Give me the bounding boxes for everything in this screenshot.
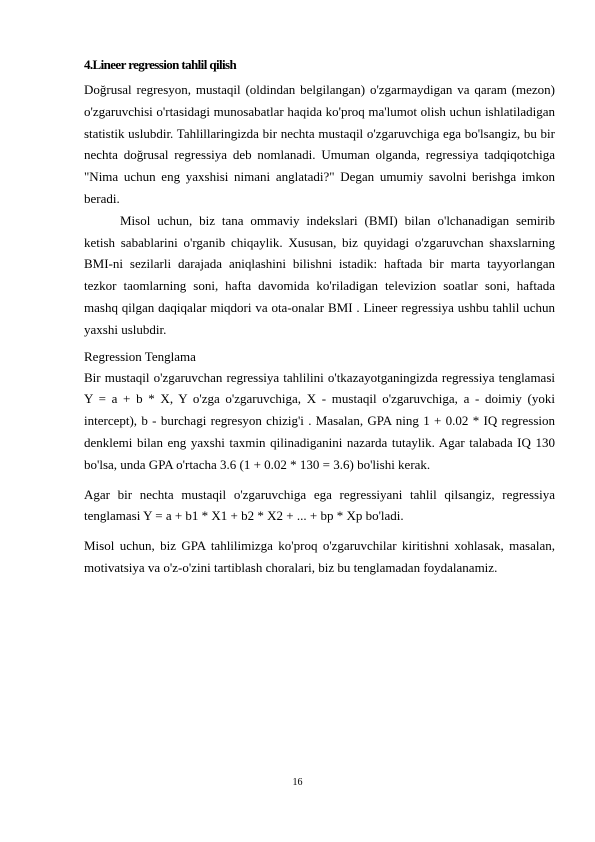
page-number: 16 (292, 777, 303, 788)
document-body (84, 56, 555, 579)
paragraph-equation (84, 367, 555, 476)
paragraph-intro: Doğrusal regresyon, mustaqil (oldindan belgilangan) o'zgarmaydigan va qaram (mezon) o'zgaruvchisi o'rtasidagi munosabatlar haqida ko'proq ma'lumot olish uchun ishlatiladigan statistik uslubdir. Tahlillaringizda bir nechta mustaqil o'zgaruvchiga ega bo'lsangiz, bu bir nechta doğrusal regressiya deb nomlanadi. Umuman olganda, regressiya tadqiqotchiga "Nima uchun eng yaxshisi nimani anglatadi?" Degan umumiy savolni berishga imkon beradi. (84, 82, 555, 206)
paragraph-multiple-regression: Agar bir nechta mustaqil o'zgaruvchiga ega regressiyani tahlil qilsangiz, regressiya tenglamasi Y = a + b1 * X1 + b2 * X2 + ... + bp * Xp bo'ladi. (84, 486, 555, 524)
paragraph-gpa-example: Misol uchun, biz GPA tahlilimizga ko'proq o'zgaruvchilar kiritishni xohlasak, masalan, motivatsiya va o'z-o'zini tartiblash choralari, biz bu tenglamadan foydalanamiz. (84, 538, 555, 575)
paragraph-example: Misol uchun, biz tana ommaviy indekslari (BMI) bilan o'lchanadigan semirib ketish sabablarini o'rganib chiqaylik. Xususan, biz quyidagi o'zgaruvchan shaxslarning BMI-ni sezilarli darajada aniqlashini bilishni istadik: haftada bir marta tayyorlangan tezkor taomlarning soni, hafta davomida ko'riladigan televizion soatlar soni, haftada mashq qilgan daqiqalar miqdori va ota-onalar BMI . Lineer regressiya ushbu tahlil uchun yaxshi uslubdir. (84, 212, 555, 337)
regression-line-slope-link[interactable]: burchagi regresyon chizig'i (160, 413, 304, 429)
subheading-regression-equation: Regression Tenglama (84, 348, 196, 364)
paragraph-equation-text-1: Bir mustaqil o'zgaruvchan regressiya tahlilini o'tkazayotganingizda regressiya tenglamasi Y = a + b * X, Y o'zga o'zgaruvchiga, X - mustaqil o'zgaruvchiga, a - doimiy (yoki intercept), b - (84, 369, 555, 429)
paragraph-equation-text-2: . Masalan, GPA ning 1 + 0.02 * IQ regression denklemi bilan eng yaxshi taxmin qilinadiganini nazarda tutaylik. Agar talabada IQ 130 bo'lsa, unda GPA o'rtacha 3.6 (1 + 0.02 * 130 = 3.6) bo'lishi kerak. (84, 413, 555, 472)
section-heading: 4.Lineer regression tahlil qilish (84, 57, 237, 72)
